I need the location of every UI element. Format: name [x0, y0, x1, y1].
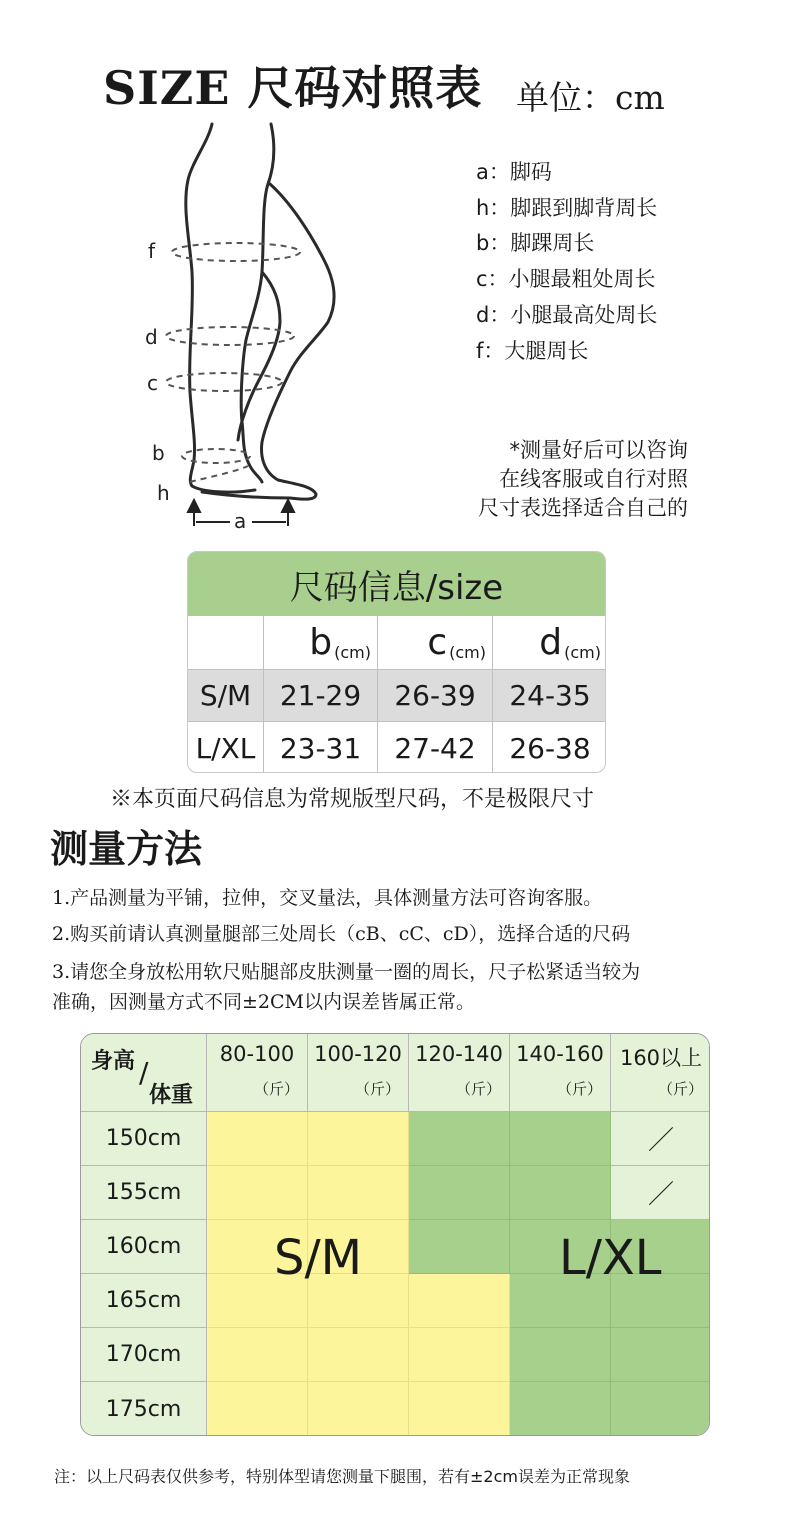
height-row-label: 150cm	[81, 1112, 207, 1166]
grid-cell-sm	[409, 1328, 510, 1382]
size-info-table	[187, 551, 606, 773]
label-h: h	[157, 481, 170, 505]
grid-cell-sm	[207, 1382, 308, 1436]
method-title: 测量方法	[50, 826, 203, 871]
column-header-b	[264, 616, 378, 670]
grid-cell-lxl	[611, 1328, 710, 1382]
legend-item-b: b：脚踝周长	[476, 231, 595, 255]
cell-value: 27-42	[378, 722, 493, 773]
legend-item-c: c：小腿最粗处周长	[476, 267, 656, 291]
corner-divider: /	[139, 1056, 149, 1089]
weight-column-header	[409, 1034, 510, 1112]
column-header-c	[378, 616, 493, 670]
grid-cell-sm	[207, 1328, 308, 1382]
label-c: c	[147, 371, 158, 395]
method-line: 2.购买前请认真测量腿部三处周长（cB、cC、cD），选择合适的尺码	[52, 923, 631, 945]
page-title: SIZE 尺码对照表	[103, 61, 483, 115]
grid-cell-lxl	[611, 1382, 710, 1436]
weight-range: 80-100	[219, 1042, 295, 1066]
grid-cell-not-applicable: ／	[611, 1166, 710, 1220]
grid-cell-not-applicable: ／	[611, 1112, 710, 1166]
column-header-d	[493, 616, 606, 670]
grid-cell-sm	[308, 1166, 409, 1220]
method-line: 3.请您全身放松用软尺贴腿部皮肤测量一圈的周长，尺子松紧适当较为	[52, 961, 641, 983]
height-row-label: 165cm	[81, 1274, 207, 1328]
size-note: ※本页面尺码信息为常规版型尺码，不是极限尺寸	[110, 787, 595, 812]
column-letter: b	[309, 622, 333, 663]
weight-range: 140-160	[516, 1042, 604, 1066]
consult-note-line: 尺寸表选择适合自己的	[478, 496, 688, 520]
weight-column-header	[510, 1034, 611, 1112]
size-region-label-lxl: L/XL	[559, 1230, 662, 1286]
weight-column-header	[207, 1034, 308, 1112]
method-line: 准确，因测量方式不同±2CM以内误差皆属正常。	[52, 991, 476, 1013]
table-corner-cell	[81, 1034, 207, 1112]
row-size-sm: S/M	[188, 670, 264, 722]
column-unit: (cm)	[564, 643, 601, 662]
unit-label: 单位：cm	[516, 78, 665, 117]
label-b: b	[152, 441, 165, 465]
size-region-label-sm: S/M	[274, 1230, 363, 1286]
grid-cell-lxl	[409, 1220, 510, 1274]
grid-cell-sm	[207, 1166, 308, 1220]
label-f: f	[148, 239, 156, 263]
weight-unit: （斤）	[556, 1080, 602, 1098]
height-row-label: 160cm	[81, 1220, 207, 1274]
label-d: d	[145, 325, 158, 349]
corner-height-label: 身高	[91, 1049, 136, 1074]
legend-item-f: f：大腿周长	[476, 339, 589, 363]
weight-unit: （斤）	[354, 1080, 400, 1098]
column-unit: (cm)	[334, 643, 371, 662]
footnote: 注：以上尺码表仅供参考，特别体型请您测量下腿围，若有±2cm误差为正常现象	[54, 1467, 630, 1486]
column-unit: (cm)	[449, 643, 486, 662]
corner-weight-label: 体重	[149, 1083, 194, 1108]
size-table-title: 尺码信息/size	[188, 552, 605, 616]
grid-cell-sm	[207, 1112, 308, 1166]
method-line: 1.产品测量为平铺，拉伸，交叉量法，具体测量方法可咨询客服。	[52, 887, 603, 909]
grid-cell-lxl	[510, 1382, 611, 1436]
size-table-corner	[188, 616, 264, 670]
label-a: a	[234, 509, 247, 533]
cell-value: 21-29	[264, 670, 378, 722]
cell-value: 23-31	[264, 722, 378, 773]
grid-cell-lxl	[510, 1328, 611, 1382]
weight-range: 100-120	[314, 1042, 402, 1066]
height-row-label: 155cm	[81, 1166, 207, 1220]
height-row-label: 175cm	[81, 1382, 207, 1436]
column-letter: c	[427, 622, 448, 663]
weight-unit: （斤）	[455, 1080, 501, 1098]
cell-value: 26-38	[509, 731, 591, 765]
column-letter: d	[539, 622, 563, 663]
weight-column-header	[611, 1034, 710, 1112]
cell-value: 26-39	[378, 670, 493, 722]
grid-cell-sm	[308, 1112, 409, 1166]
grid-cell-lxl	[409, 1112, 510, 1166]
grid-cell-lxl	[510, 1112, 611, 1166]
weight-column-header	[308, 1034, 409, 1112]
cell-value: 24-35	[493, 670, 606, 722]
grid-cell-sm	[308, 1382, 409, 1436]
grid-cell-sm	[409, 1382, 510, 1436]
legend-item-d: d：小腿最高处周长	[476, 303, 658, 327]
leg-measurement-diagram	[130, 122, 450, 542]
consult-note-line: 在线客服或自行对照	[499, 467, 688, 491]
grid-cell-sm	[308, 1328, 409, 1382]
weight-unit: （斤）	[253, 1080, 299, 1098]
weight-unit: （斤）	[657, 1080, 703, 1098]
row-size-lxl: L/XL	[188, 722, 264, 773]
legend-item-h: h：脚跟到脚背周长	[476, 196, 658, 220]
grid-cell-sm	[409, 1274, 510, 1328]
grid-cell-lxl	[510, 1166, 611, 1220]
height-row-label: 170cm	[81, 1328, 207, 1382]
height-weight-table	[80, 1033, 710, 1436]
weight-range: 160以上	[619, 1046, 703, 1070]
weight-range: 120-140	[415, 1042, 503, 1066]
consult-note-line: *测量好后可以咨询	[509, 438, 688, 462]
grid-cell-lxl	[409, 1166, 510, 1220]
legend-item-a: a：脚码	[476, 160, 552, 184]
